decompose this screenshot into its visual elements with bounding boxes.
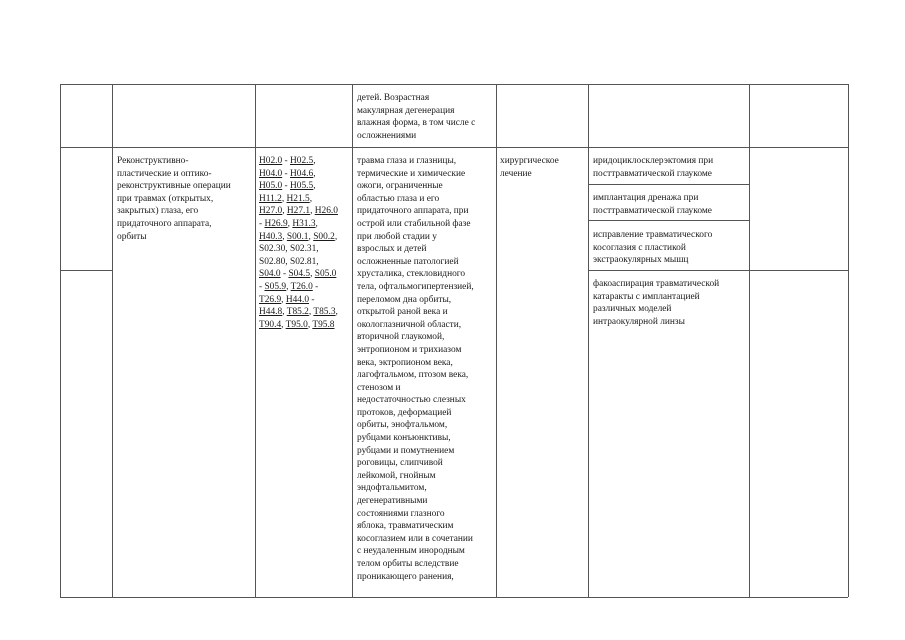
icd-codes-line (259, 155, 338, 168)
method-1: иридоциклосклерэктомия при посттравматической глаукоме (593, 156, 714, 179)
icd-code-link[interactable]: H31.3 (292, 218, 316, 229)
icd-code-separator: - (309, 294, 315, 305)
icd-codes-line (259, 294, 338, 307)
icd-code-separator: , (313, 156, 316, 166)
icd-code-link[interactable]: S04.5 (288, 269, 311, 280)
icd-code-link[interactable]: T85.3 (313, 307, 336, 318)
icd-code-separator: , (334, 231, 338, 242)
icd-code-separator: , (313, 181, 316, 192)
icd-codes-line (259, 231, 338, 244)
icd-code-link[interactable]: H44.8 (259, 307, 283, 318)
icd-code-link[interactable]: H40.3 (259, 231, 283, 242)
icd-codes-line (259, 256, 338, 269)
icd-code-separator: S02.30, S02.31, (259, 244, 319, 255)
icd-code-link[interactable]: T95.0 (285, 319, 308, 330)
icd-codes-line (259, 306, 338, 319)
diagnosis-continuation: детей. Возрастная макулярная дегенерация влажная форма, в том числе с осложнениями (357, 93, 476, 141)
icd-code-link[interactable]: S05.9 (264, 281, 287, 292)
icd-code-link[interactable]: H26.0 (314, 206, 338, 217)
icd-code-separator: , (287, 218, 293, 229)
icd-code-separator: - (282, 181, 290, 192)
treatment-type-cell: хирургическое лечение (500, 156, 559, 179)
icd-codes-line (259, 268, 338, 281)
icd-codes-line (259, 319, 338, 332)
icd-code-separator: , (281, 319, 286, 330)
icd-code-separator: - (282, 156, 290, 166)
icd-code-link[interactable]: H04.6 (290, 168, 314, 179)
icd-code-separator: , (308, 307, 314, 318)
icd-code-link[interactable]: S05.0 (314, 269, 337, 280)
icd-code-link[interactable]: T90.4 (259, 319, 282, 330)
icd-code-separator: , (335, 307, 338, 318)
icd-code-separator: , (282, 206, 287, 217)
icd-code-separator: , (307, 319, 313, 330)
method-3: исправление травматического косоглазия с пластикой экстраокулярных мышц (593, 230, 713, 266)
icd-code-separator: - (280, 269, 289, 280)
icd-code-link[interactable]: T85.2 (286, 307, 309, 318)
icd-code-separator: - (259, 218, 265, 229)
icd-code-separator: , (281, 294, 286, 305)
diagnosis-cell: травма глаза и глазницы, термические и химические ожоги, ограниченные областью глаза и его придаточного аппарата, при острой или стабильной фазе при любой стадии у взрослых и детей осложненные патологией хрусталика, стекловидного тела, офтальмогипертензией, переломом дна орбиты, открытой раной века и окологлазничной области, вторичной глаукомой, энтропионом и трихиазом века, эктропионом века, лагофтальмом, птозом века, стенозом и недостаточностью слезных протоков, деформацией орбиты, энофтальмом, рубцами конъюнктивы, рубцами и помутнением роговицы, слипчивой лейкомой, гнойным эндофтальмитом, дегенеративными состояниями глазного яблока, травматическим косоглазием или в сочетании с неудаленным инородным телом орбиты вследствие проникающего ранения, (357, 156, 474, 582)
icd-code-separator: - (282, 168, 290, 179)
icd-code-separator: , (281, 193, 287, 204)
icd-code-link[interactable]: H04.0 (259, 168, 283, 179)
icd-code-separator: , (286, 281, 291, 292)
icd-code-link[interactable]: H44.0 (285, 294, 310, 305)
icd-code-separator: , (282, 307, 287, 318)
icd-code-separator: - (312, 281, 319, 292)
icd-code-link[interactable]: T26.9 (259, 294, 282, 305)
icd-codes-line (259, 205, 338, 218)
icd-codes-line (259, 193, 338, 206)
icd-code-link[interactable]: S00.2 (313, 231, 335, 242)
icd-code-link[interactable]: H21.5 (286, 193, 310, 204)
icd-code-link[interactable]: H02.5 (290, 156, 314, 166)
icd-code-link[interactable]: T95.8 (312, 319, 335, 330)
icd-code-separator: , (282, 231, 287, 242)
icd-code-separator: , (313, 168, 316, 179)
icd-code-link[interactable]: S04.0 (259, 269, 281, 280)
icd-code-separator: , (309, 193, 313, 204)
icd-code-link[interactable]: S00.1 (286, 231, 309, 242)
icd-code-link[interactable]: H05.0 (259, 181, 283, 192)
method-2: имплантация дренажа при посттравматической глаукоме (593, 193, 712, 216)
icd-codes-line (259, 180, 338, 193)
icd-code-separator: S02.80, S02.81, (259, 256, 319, 267)
icd-code-separator: , (308, 231, 314, 242)
group-name-cell: Реконструктивно- пластические и оптико- реконструктивные операции при травмах (открытых, закрытых) глаза, его придаточного аппарата, орбиты (117, 156, 231, 242)
icd-code-link[interactable]: H02.0 (259, 156, 283, 166)
icd-code-link[interactable]: T26.0 (290, 281, 313, 292)
icd-code-separator: , (310, 269, 315, 280)
icd-codes-line (259, 243, 338, 256)
icd-code-link[interactable]: H05.5 (290, 181, 314, 192)
icd-code-link[interactable]: H27.1 (286, 206, 311, 217)
icd-codes-line (259, 168, 338, 181)
icd-codes-cell (259, 155, 338, 331)
icd-codes-line (259, 281, 338, 294)
icd-code-separator: , (315, 218, 318, 229)
method-4: факоаспирация травматической катаракты с имплантацией различных моделей интраокулярной линзы (593, 279, 720, 327)
icd-code-link[interactable]: H26.9 (264, 218, 288, 229)
icd-code-separator: , (310, 206, 315, 217)
icd-code-link[interactable]: H27.0 (259, 206, 283, 217)
icd-codes-line (259, 218, 338, 231)
icd-code-separator: - (259, 281, 265, 292)
icd-code-link[interactable]: H11.2 (259, 193, 282, 204)
